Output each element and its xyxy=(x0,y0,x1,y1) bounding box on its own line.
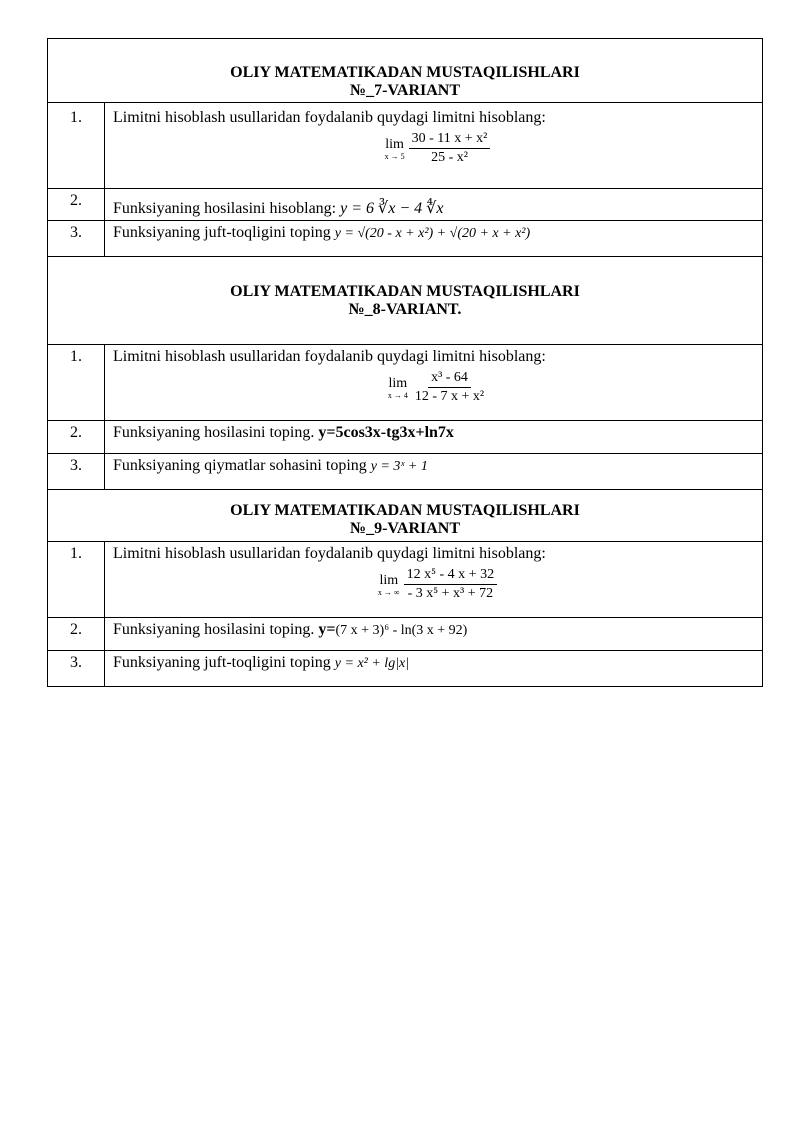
header-variant: №_9-VARIANT xyxy=(349,520,460,537)
limit-subscript: x → ∞ xyxy=(377,587,400,597)
task-row xyxy=(48,189,762,221)
task-text: Funksiyaning hosilasini toping. xyxy=(113,621,319,638)
fraction-denominator: 12 - 7 x + x² xyxy=(414,389,485,404)
task-row xyxy=(48,103,762,189)
limit-formula: lim x → 5 $\frac{\text{30 - 11 x + x²}}{\text{25 - x²}}$ xyxy=(113,131,762,166)
task-number: 1. xyxy=(48,103,105,188)
task-formula: y = 6 ∛x − 4 ∜x xyxy=(340,200,444,217)
variant-header xyxy=(48,39,762,103)
task-formula-prefix: y= xyxy=(318,621,336,638)
fraction-numerator: x³ - 64 xyxy=(428,370,471,388)
task-formula: y = 3ˣ + 1 xyxy=(370,459,428,474)
fraction-denominator: - 3 x⁵ + x³ + 72 xyxy=(407,586,494,601)
task-text: Funksiyaning juft-toqligini toping xyxy=(113,654,335,671)
task-number: 3. xyxy=(48,651,105,686)
assignment-table xyxy=(47,38,763,687)
task-number: 3. xyxy=(48,454,105,489)
task-number: 2. xyxy=(48,421,105,453)
fraction-denominator: 25 - x² xyxy=(431,150,468,165)
task-row xyxy=(48,345,762,421)
task-row xyxy=(48,221,762,257)
variant-header xyxy=(48,490,762,542)
task-formula: y = √(20 - x + x²) + √(20 + x + x²) xyxy=(334,226,531,241)
limit-formula: lim x → 4 $\frac{\text{x³ - 64}}{\text{12 - 7 x + x²}}$ xyxy=(113,370,762,405)
header-title: OLIY MATEMATIKADAN MUSTAQILISHLARI xyxy=(230,283,580,300)
task-number: 2. xyxy=(48,189,105,220)
task-number: 3. xyxy=(48,221,105,256)
task-row xyxy=(48,618,762,651)
task-text: Funksiyaning juft-toqligini toping xyxy=(113,224,335,241)
task-text: Funksiyaning qiymatlar sohasini toping xyxy=(113,457,371,474)
task-number: 1. xyxy=(48,542,105,617)
task-text: Funksiyaning hosilasini toping. xyxy=(113,424,319,441)
header-variant: №_7-VARIANT xyxy=(349,82,460,99)
variant-header xyxy=(48,257,762,345)
header-title: OLIY MATEMATIKADAN MUSTAQILISHLARI xyxy=(230,502,580,519)
header-title: OLIY MATEMATIKADAN MUSTAQILISHLARI xyxy=(230,64,580,81)
task-row xyxy=(48,651,762,686)
fraction-numerator: 30 - 11 x + x² xyxy=(409,131,491,149)
task-text: Limitni hisoblash usullaridan foydalanib quydagi limitni hisoblang: xyxy=(113,109,546,126)
task-row xyxy=(48,454,762,490)
header-variant: №_8-VARIANT. xyxy=(348,301,462,318)
limit-subscript: x → 4 xyxy=(387,390,408,400)
task-text: Limitni hisoblash usullaridan foydalanib quydagi limitni hisoblang: xyxy=(113,348,546,365)
task-formula: y=5cos3x-tg3x+ln7x xyxy=(318,424,454,441)
task-row xyxy=(48,421,762,454)
task-row xyxy=(48,542,762,618)
task-formula: y = x² + lg|x| xyxy=(334,656,410,671)
fraction-numerator: 12 x⁵ - 4 x + 32 xyxy=(404,567,497,585)
task-number: 2. xyxy=(48,618,105,650)
task-text: Funksiyaning hosilasini hisoblang: xyxy=(113,200,341,217)
limit-subscript: x → 5 xyxy=(384,151,405,161)
task-text: Limitni hisoblash usullaridan foydalanib quydagi limitni hisoblang: xyxy=(113,545,546,562)
task-formula: (7 x + 3)⁶ - ln(3 x + 92) xyxy=(335,623,468,638)
task-number: 1. xyxy=(48,345,105,420)
limit-formula: lim x → ∞ $\frac{\text{12 x⁵ - 4 x + 32}}{\text{- 3 x⁵ + x³ + 72}}$ xyxy=(113,567,762,602)
